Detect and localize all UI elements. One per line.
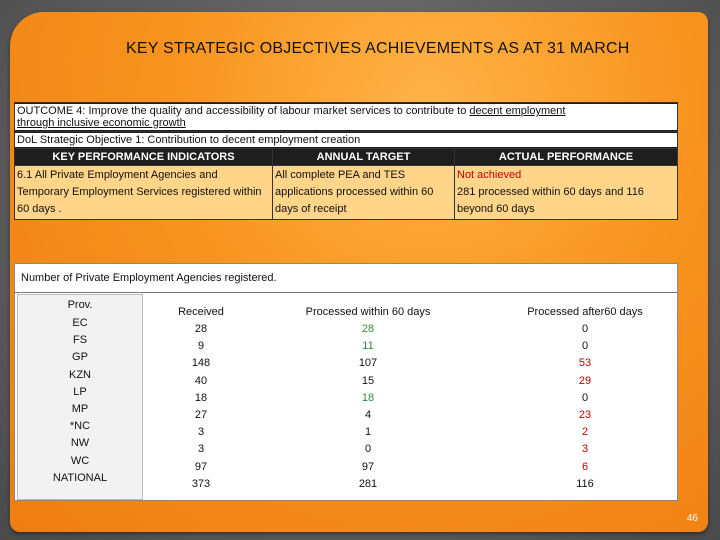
after-cell: 0	[581, 391, 589, 404]
province-cell: *NC	[69, 420, 91, 433]
province-cell: GP	[72, 351, 88, 364]
after-cell: 53	[578, 357, 592, 370]
received-cell: 97	[194, 460, 208, 473]
received-cell: 18	[194, 391, 208, 404]
after-cell: 29	[578, 374, 592, 387]
after-cell: 0	[581, 323, 589, 335]
after-cell: 3	[581, 443, 589, 456]
received-cell: 3	[197, 443, 205, 456]
target-text: All complete PEA and TES applications processed within 60 days of receipt	[273, 166, 455, 220]
within-cell: 1	[364, 426, 372, 439]
within-cell: 4	[364, 408, 372, 421]
outcome-link-text: decent employment	[469, 105, 566, 117]
after-cell: 23	[578, 408, 592, 421]
received-cell: 373	[191, 477, 211, 490]
received-cell: 27	[194, 408, 208, 421]
page-number: 46	[686, 513, 698, 524]
within-cell: 107	[358, 357, 378, 370]
after-column	[505, 304, 665, 493]
province-cell: NATIONAL	[52, 471, 108, 484]
within-cell: 28	[361, 323, 375, 335]
received-cell: 28	[194, 323, 208, 335]
performance-header: ACTUAL PERFORMANCE	[455, 149, 678, 166]
kpi-header: KEY PERFORMANCE INDICATORS	[15, 149, 273, 166]
province-cell: MP	[71, 402, 89, 415]
province-cell: EC	[72, 317, 88, 329]
received-cell: 148	[191, 357, 211, 370]
after-cell: 0	[581, 340, 589, 353]
after-cell: 6	[581, 460, 589, 473]
province-column	[17, 294, 143, 487]
kpi-header-row	[15, 149, 678, 166]
outcome-text: OUTCOME 4: Improve the quality and accessibility of labour market services to contribute to decent employment through inclusive economic growth	[15, 104, 677, 130]
agencies-title: Number of Private Employment Agencies registered.	[21, 272, 277, 284]
received-cell: 9	[197, 340, 205, 353]
province-cell: LP	[73, 385, 87, 398]
agencies-panel	[14, 263, 678, 501]
objective-table	[14, 102, 678, 220]
within-header: Processed within 60 days	[305, 306, 431, 318]
within-cell: 18	[361, 391, 375, 404]
received-header: Received	[178, 306, 224, 318]
province-cell: NW	[70, 437, 90, 450]
panel-divider	[15, 292, 677, 293]
outcome-row	[15, 103, 678, 132]
province-cell: KZN	[69, 368, 91, 381]
status-text: Not achieved	[457, 169, 522, 181]
after-cell: 116	[576, 477, 594, 490]
within-cell: 97	[361, 460, 375, 473]
performance-cell	[455, 166, 678, 220]
received-column	[155, 304, 247, 493]
province-cell: FS	[72, 334, 88, 347]
received-cell: 40	[194, 374, 208, 387]
within-column	[283, 304, 453, 493]
province-cell: WC	[70, 454, 90, 467]
within-cell: 15	[361, 374, 375, 387]
performance-text: 281 processed within 60 days and 116 beyond 60 days	[457, 186, 644, 215]
after-cell: 2	[581, 426, 589, 439]
province-header: Prov.	[67, 299, 93, 311]
dol-objective-text: DoL Strategic Objective 1: Contribution to decent employment creation	[15, 133, 677, 147]
within-cell: 0	[364, 443, 372, 456]
kpi-text: 6.1 All Private Employment Agencies and Temporary Employment Services registered within 60 days .	[15, 166, 273, 220]
dol-objective-row	[15, 132, 678, 149]
slide-title: KEY STRATEGIC OBJECTIVES ACHIEVEMENTS AS AT 31 MARCH	[126, 40, 630, 57]
within-cell: 281	[358, 477, 378, 490]
target-header: ANNUAL TARGET	[273, 149, 455, 166]
after-header: Processed after60 days	[527, 306, 643, 318]
kpi-row	[15, 166, 678, 220]
within-cell: 11	[362, 340, 374, 353]
received-cell: 3	[197, 426, 205, 439]
